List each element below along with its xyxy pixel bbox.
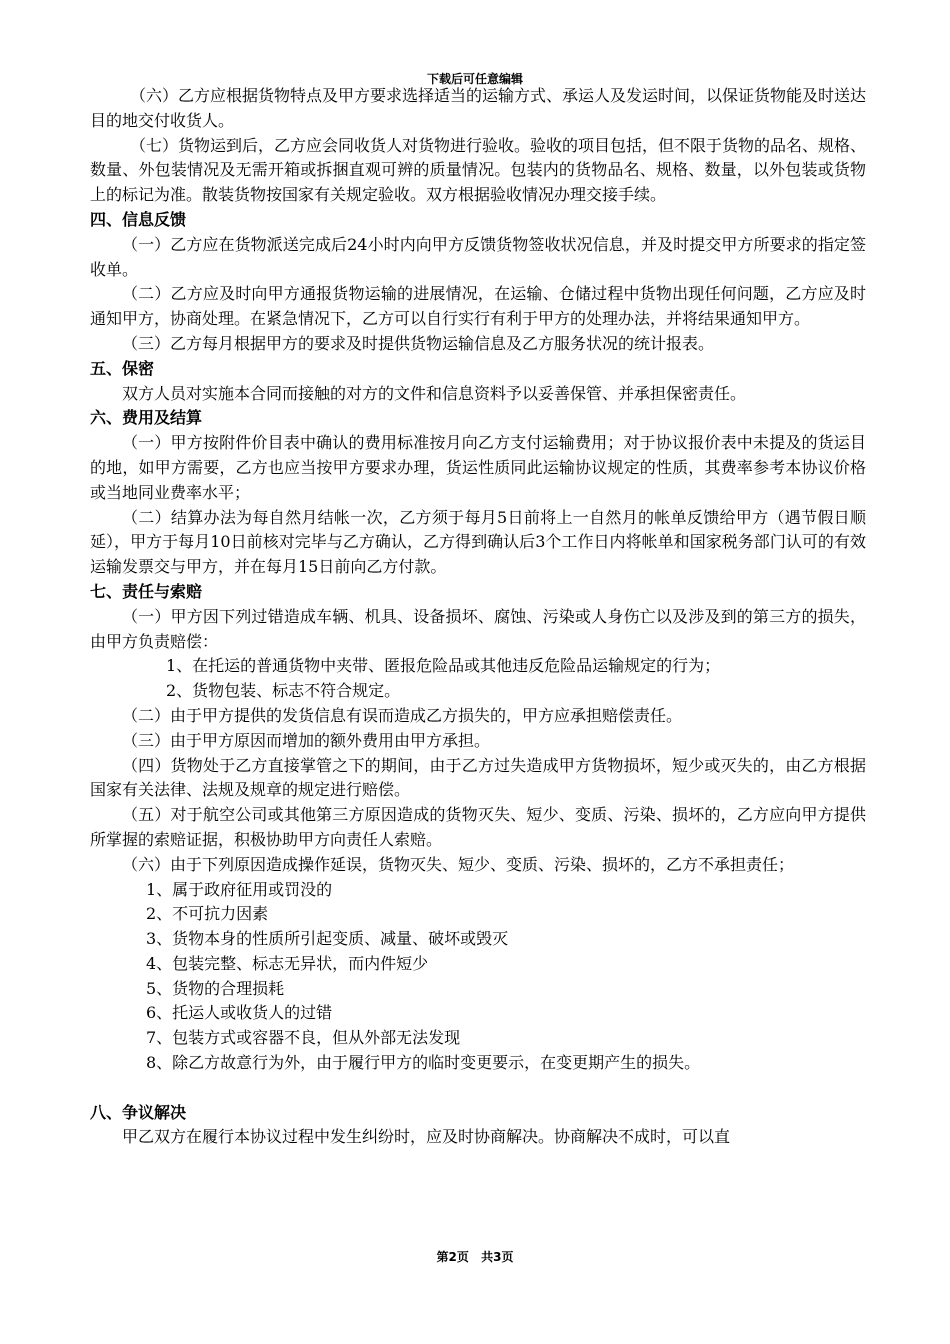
clause-6-2: （二）结算办法为每自然月结帐一次，乙方须于每月5日前将上一自然月的帐单反馈给甲方（遇节假日顺延），甲方于每月10日前核对完毕与乙方确认，乙方得到确认后3个工作日内将帐单和国家税务部门认可的有效运输发票交与甲方，并在每月15日前向乙方付款。 <box>90 507 866 577</box>
list-item: 2、货物包装、标志不符合规定。 <box>166 681 401 701</box>
list-item: 1、在托运的普通货物中夹带、匿报危险品或其他违反危险品运输规定的行为； <box>166 656 721 676</box>
list-item: 8、除乙方故意行为外，由于履行甲方的临时变更要示，在变更期产生的损失。 <box>146 1053 701 1073</box>
page-footer <box>0 1248 950 1265</box>
clause-5-1: 双方人员对实施本合同而接触的对方的文件和信息资料予以妥善保管、并承担保密责任。 <box>122 383 747 403</box>
list-item: 7、包装方式或容器不良，但从外部无法发现 <box>146 1028 461 1048</box>
clause-6-1: （一）甲方按附件价目表中确认的费用标准按月向乙方支付运输费用；对于协议报价表中未提及的货运目的地，如甲方需要，乙方也应当按甲方要求办理，货运性质同此运输协议规定的性质，其费率参考本协议价格或当地同业费率水平； <box>90 433 866 502</box>
section-heading-6: 六、费用及结算 <box>90 408 203 428</box>
section-heading-4: 四、信息反馈 <box>90 209 187 229</box>
section-heading-7: 七、责任与索赔 <box>90 581 203 601</box>
clause-4-3: （三）乙方每月根据甲方的要求及时提供货物运输信息及乙方服务状况的统计报表。 <box>122 333 715 353</box>
page-header: 下载后可任意编辑 <box>426 72 523 86</box>
document-body <box>90 84 866 1150</box>
clause-3-7: （七）货物运到后，乙方应会同收货人对货物进行验收。验收的项目包括，但不限于货物的品名、规格、数量、外包装情况及无需开箱或拆捆直观可辨的质量情况。包装内的货物品名、规格、数量，以外包装或货物上的标记为准。散装货物按国家有关规定验收。双方根据验收情况办理交接手续。 <box>90 135 867 205</box>
list-item: 4、包装完整、标志无异状，而内件短少 <box>146 953 429 973</box>
list-item: 5、货物的合理损耗 <box>146 978 285 998</box>
clause-4-1: （一）乙方应在货物派送完成后24小时内向甲方反馈货物签收状况信息，并及时提交甲方所要求的指定签收单。 <box>90 234 866 279</box>
spacer <box>90 1076 866 1101</box>
clause-7-2: （二）由于甲方提供的发货信息有误而造成乙方损失的，甲方应承担赔偿责任。 <box>122 705 683 725</box>
clause-7-1: （一）甲方因下列过错造成车辆、机具、设备损坏、腐蚀、污染或人身伤亡以及涉及到的第三方的损失，由甲方负责赔偿： <box>90 606 866 651</box>
clause-7-4: （四）货物处于乙方直接掌管之下的期间，由于乙方过失造成甲方货物损坏，短少或灭失的，由乙方根据国家有关法律、法规及规章的规定进行赔偿。 <box>90 755 866 800</box>
list-item: 6、托运人或收货人的过错 <box>146 1003 333 1023</box>
section-heading-5: 五、保密 <box>90 358 155 378</box>
clause-7-6: （六）由于下列原因造成操作延误，货物灭失、短少、变质、污染、损坏的，乙方不承担责任； <box>122 854 795 874</box>
clause-3-6: （六）乙方应根据货物特点及甲方要求选择适当的运输方式、承运人及发运时间，以保证货物能及时送达目的地交付收货人。 <box>90 86 867 130</box>
clause-8-1: 甲乙双方在履行本协议过程中发生纠纷时，应及时协商解决。协商解决不成时，可以直 <box>122 1127 731 1147</box>
list-item: 3、货物本身的性质所引起变质、减量、破坏或毁灭 <box>146 929 509 949</box>
list-item: 2、不可抗力因素 <box>146 904 269 924</box>
list-item: 1、属于政府征用或罚没的 <box>146 879 333 899</box>
clause-7-3: （三）由于甲方原因而增加的额外费用由甲方承担。 <box>122 730 491 750</box>
clause-7-5: （五）对于航空公司或其他第三方原因造成的货物灭失、短少、变质、污染、损坏的，乙方应向甲方提供所掌握的索赔证据，积极协助甲方向责任人索赔。 <box>90 805 866 849</box>
page-number: 第2页 <box>436 1250 469 1264</box>
clause-4-2: （二）乙方应及时向甲方通报货物运输的进展情况，在运输、仓储过程中货物出现任何问题，乙方应及时通知甲方，协商处理。在紧急情况下，乙方可以自行实行有利于甲方的处理办法，并将结果通知甲方。 <box>90 284 866 329</box>
page-total: 共3页 <box>481 1250 514 1264</box>
section-heading-8: 八、争议解决 <box>90 1102 187 1122</box>
